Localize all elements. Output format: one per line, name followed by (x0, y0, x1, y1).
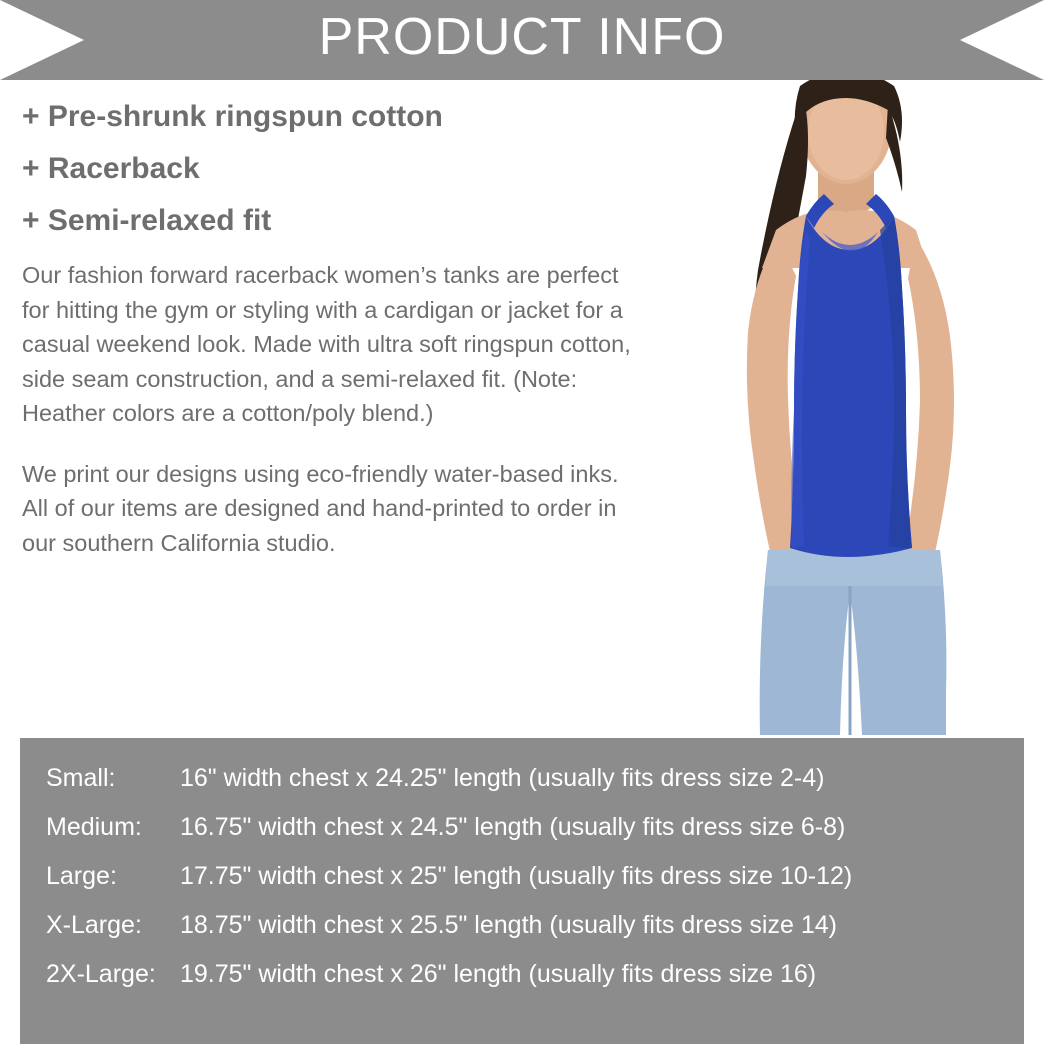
description-paragraph: Our fashion forward racerback women’s tanks are perfect for hitting the gym or styling with a cardigan or jacket for a casual weekend look. Made with ultra soft ringspun cotton, side seam construction, and a semi-relaxed fit. (Note: Heather colors are a cotton/poly blend.) (22, 262, 631, 427)
model-illustration (650, 80, 1044, 735)
size-label: 2X-Large: (46, 960, 156, 988)
size-label: Small: (46, 764, 116, 792)
size-measurements: 16.75" width chest x 24.5" length (usually fits dress size 6-8) (180, 813, 846, 841)
size-chart (20, 738, 1024, 1044)
size-measurements: 17.75" width chest x 25" length (usually fits dress size 10-12) (180, 862, 853, 890)
feature-item: + Semi-relaxed fit (22, 204, 272, 237)
size-label: X-Large: (46, 911, 142, 939)
product-description-column (22, 96, 650, 582)
size-label: Medium: (46, 813, 142, 841)
size-measurements: 16" width chest x 24.25" length (usually fits dress size 2-4) (180, 764, 825, 792)
size-measurements: 19.75" width chest x 26" length (usually fits dress size 16) (180, 960, 817, 988)
page-title: PRODUCT INFO (318, 8, 726, 66)
product-photo (650, 80, 1044, 735)
feature-item: + Racerback (22, 152, 200, 185)
size-chart-row (32, 962, 1024, 987)
size-chart-row (32, 766, 1024, 791)
printing-paragraph: We print our designs using eco-friendly water-based inks. All of our items are designed and hand-printed to order in our southern California studio. (22, 460, 619, 556)
size-chart-row (32, 815, 1024, 840)
size-measurements: 18.75" width chest x 25.5" length (usually fits dress size 14) (180, 911, 837, 939)
size-label: Large: (46, 862, 117, 890)
size-chart-row (32, 913, 1024, 938)
product-info-banner (0, 0, 1044, 80)
feature-item: + Pre-shrunk ringspun cotton (22, 100, 443, 133)
size-chart-row (32, 864, 1024, 889)
